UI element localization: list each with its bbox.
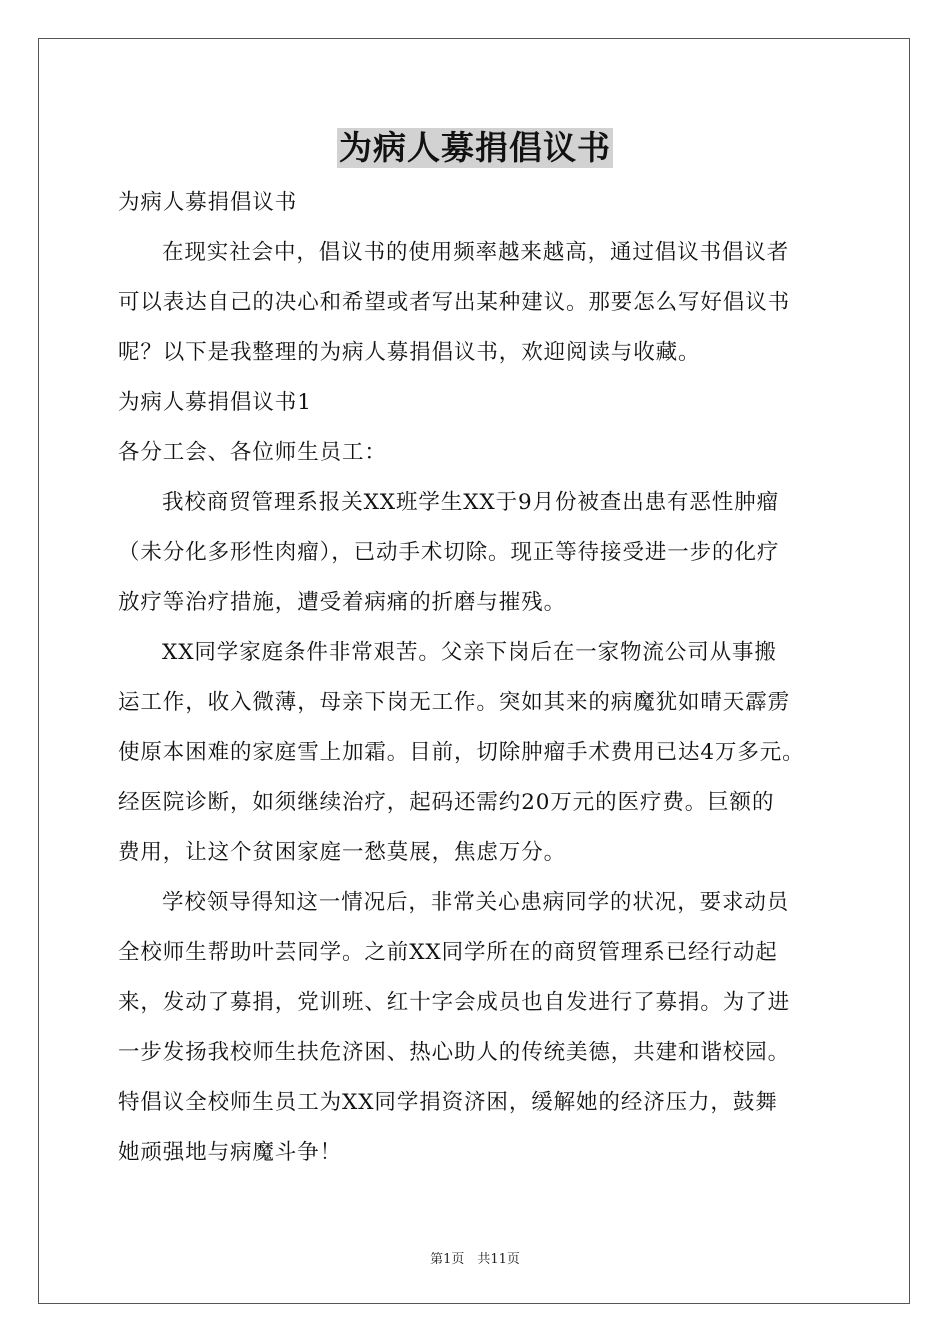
paragraph-line: 在现实社会中，倡议书的使用频率越来越高，通过倡议书倡议者 xyxy=(162,240,790,265)
paragraph-line: 使原本困难的家庭雪上加霜。目前，切除肿瘤手术费用已达4万多元。 xyxy=(118,740,805,765)
paragraph-line: 经医院诊断，如须继续治疗，起码还需约20万元的医疗费。巨额的 xyxy=(118,790,775,815)
paragraph-line: 费用，让这个贫困家庭一愁莫展，焦虑万分。 xyxy=(118,840,567,865)
section-heading: 为病人募捐倡议书1 xyxy=(118,390,312,415)
document-body xyxy=(118,178,840,1178)
paragraph-line: 呢？以下是我整理的为病人募捐倡议书，欢迎阅读与收藏。 xyxy=(118,340,701,365)
paragraph-line: 我校商贸管理系报关XX班学生XX于9月份被查出患有恶性肿瘤 xyxy=(162,490,780,515)
paragraph-line: 她顽强地与病魔斗争！ xyxy=(118,1140,343,1165)
title-area xyxy=(0,128,950,168)
paragraph-line: 来，发动了募捐，党训班、红十字会成员也自发进行了募捐。为了进 xyxy=(118,990,791,1015)
paragraph-line: 学校领导得知这一情况后，非常关心患病同学的状况，要求动员 xyxy=(162,890,790,915)
paragraph-line: 放疗等治疗措施，遭受着病痛的折磨与摧残。 xyxy=(118,590,567,615)
page-footer: 第1页 共11页 xyxy=(430,1252,520,1267)
paragraph-line: 一步发扬我校师生扶危济困、热心助人的传统美德，共建和谐校园。 xyxy=(118,1040,791,1065)
paragraph-line: 全校师生帮助叶芸同学。之前XX同学所在的商贸管理系已经行动起 xyxy=(118,940,778,965)
subtitle-line: 为病人募捐倡议书 xyxy=(118,190,298,215)
salutation-line: 各分工会、各位师生员工： xyxy=(118,440,387,465)
paragraph-line: 可以表达自己的决心和希望或者写出某种建议。那要怎么写好倡议书 xyxy=(118,290,791,315)
paragraph-line: XX同学家庭条件非常艰苦。父亲下岗后在一家物流公司从事搬 xyxy=(162,640,777,665)
paragraph-line: 运工作，收入微薄，母亲下岗无工作。突如其来的病魔犹如晴天霹雳 xyxy=(118,690,791,715)
paragraph-line: 特倡议全校师生员工为XX同学捐资济困，缓解她的经济压力，鼓舞 xyxy=(118,1090,778,1115)
paragraph-line: （未分化多形性肉瘤），已动手术切除。现正等待接受进一步的化疗 xyxy=(118,540,780,565)
document-title: 为病人募捐倡议书 xyxy=(339,128,611,167)
